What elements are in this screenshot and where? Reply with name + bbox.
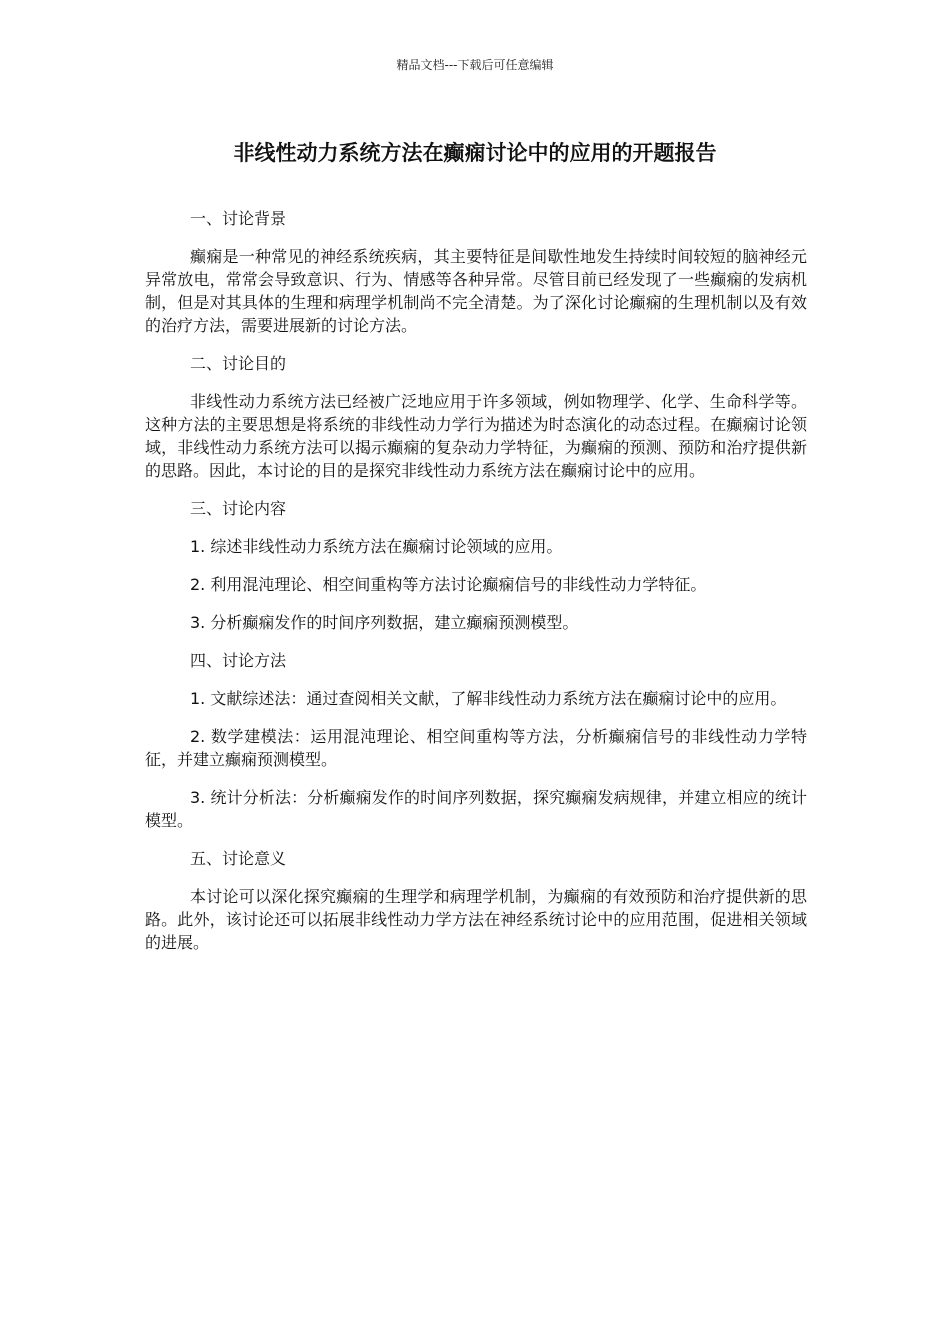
section-heading-content: 三、讨论内容 bbox=[190, 499, 287, 518]
content-item-2: 2. 利用混沌理论、相空间重构等方法讨论癫痫信号的非线性动力学特征。 bbox=[190, 575, 707, 594]
content-item-3: 3. 分析癫痫发作的时间序列数据，建立癫痫预测模型。 bbox=[190, 613, 579, 632]
document-title: 非线性动力系统方法在癫痫讨论中的应用的开题报告 bbox=[233, 141, 717, 165]
section-heading-methods: 四、讨论方法 bbox=[190, 651, 287, 670]
section-heading-significance: 五、讨论意义 bbox=[190, 849, 287, 868]
header-note: 精品文档---下载后可任意编辑 bbox=[396, 58, 554, 72]
method-item-2: 2. 数学建模法：运用混沌理论、相空间重构等方法，分析癫痫信号的非线性动力学特征，并建立癫痫预测模型。 bbox=[145, 727, 807, 769]
section-heading-background: 一、讨论背景 bbox=[190, 209, 287, 228]
content-item-1: 1. 综述非线性动力系统方法在癫痫讨论领域的应用。 bbox=[190, 537, 563, 556]
paragraph-background: 癫痫是一种常见的神经系统疾病，其主要特征是间歇性地发生持续时间较短的脑神经元异常放电，常常会导致意识、行为、情感等各种异常。尽管目前已经发现了一些癫痫的发病机制，但是对其具体的生理和病理学机制尚不完全清楚。为了深化讨论癫痫的生理机制以及有效的治疗方法，需要进展新的讨论方法。 bbox=[145, 247, 807, 335]
method-item-3: 3. 统计分析法：分析癫痫发作的时间序列数据，探究癫痫发病规律，并建立相应的统计模型。 bbox=[145, 788, 807, 830]
paragraph-purpose: 非线性动力系统方法已经被广泛地应用于许多领域，例如物理学、化学、生命科学等。这种方法的主要思想是将系统的非线性动力学行为描述为时态演化的动态过程。在癫痫讨论领域，非线性动力系统方法可以揭示癫痫的复杂动力学特征，为癫痫的预测、预防和治疗提供新的思路。因此，本讨论的目的是探究非线性动力系统方法在癫痫讨论中的应用。 bbox=[145, 392, 807, 480]
document-body bbox=[145, 207, 807, 969]
section-heading-purpose: 二、讨论目的 bbox=[190, 354, 287, 373]
method-item-1: 1. 文献综述法：通过查阅相关文献，了解非线性动力系统方法在癫痫讨论中的应用。 bbox=[190, 689, 787, 708]
paragraph-significance: 本讨论可以深化探究癫痫的生理学和病理学机制，为癫痫的有效预防和治疗提供新的思路。此外，该讨论还可以拓展非线性动力学方法在神经系统讨论中的应用范围，促进相关领域的进展。 bbox=[145, 887, 807, 952]
